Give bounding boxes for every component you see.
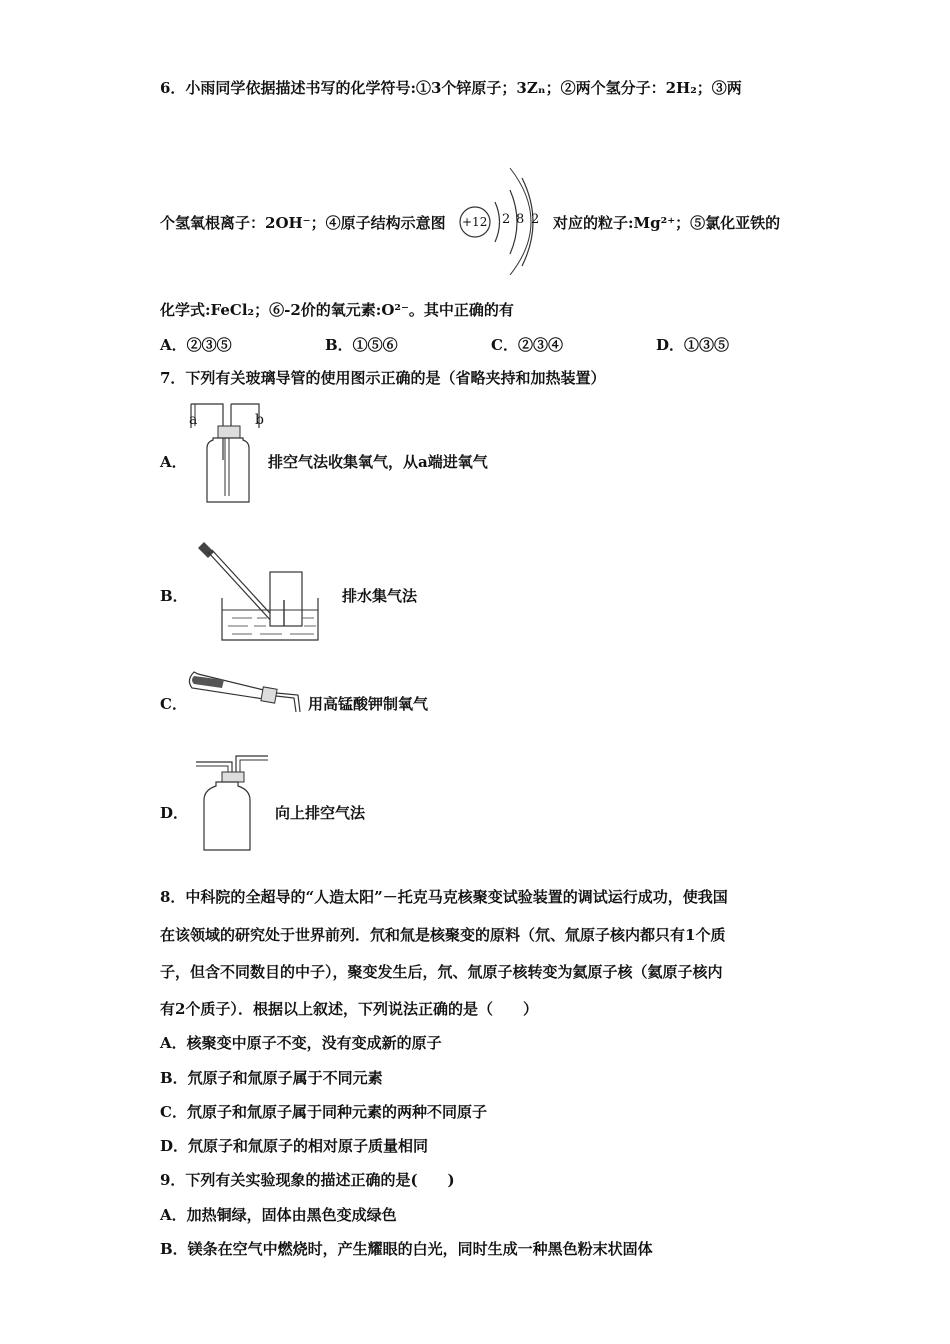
q8-line-4: 有2个质子）．根据以上叙述，下列说法正确的是（ ） — [160, 1000, 538, 1018]
q7-option-a-letter: A． — [160, 453, 187, 471]
q8-option-b: B．氘原子和氚原子属于不同元素 — [160, 1069, 383, 1087]
atom-nucleus-charge: +12 — [462, 215, 488, 229]
q6-line-3: 化学式:FeCl₂；⑥-2价的氧元素:O²⁻。其中正确的有 — [160, 301, 514, 319]
q7-option-d-letter: D． — [160, 804, 189, 822]
q7-option-a-text: 排空气法收集氧气，从a端进氧气 — [268, 453, 488, 471]
q8-option-a: A．核聚变中原子不变，没有变成新的原子 — [160, 1034, 442, 1052]
q7-option-b-letter: B． — [160, 587, 188, 605]
q6-line-2-end: 对应的粒子:Mg²⁺；⑤氯化亚铁的 — [553, 214, 781, 232]
q6-line-2-start: 个氢氧根离子：2OH⁻；④原子结构示意图 — [160, 214, 446, 232]
atom-structure-diagram — [452, 160, 554, 275]
q9-stem: 9．下列有关实验现象的描述正确的是( ) — [160, 1171, 455, 1189]
q8-line-2: 在该领域的研究处于世界前列．氘和氚是核聚变的原料（氘、氚原子核内都只有1个质 — [160, 926, 726, 944]
q7-option-b-text: 排水集气法 — [342, 587, 418, 605]
q8-option-c: C．氘原子和氚原子属于同种元素的两种不同原子 — [160, 1103, 487, 1121]
q6-option-d: D．①③⑤ — [656, 336, 730, 354]
atom-shell-3: 2 — [531, 212, 540, 227]
q6-option-b: B．①⑤⑥ — [325, 336, 398, 354]
q8-line-3: 子，但含不同数目的中子），聚变发生后，氘、氚原子核转变为氦原子核（氦原子核内 — [160, 963, 723, 981]
q6-line-1: 6．小雨同学依据描述书写的化学符号:①3个锌原子；3Zₙ；②两个氢分子：2H₂；③两 — [160, 79, 742, 97]
q6-option-a: A．②③⑤ — [160, 336, 232, 354]
q7-stem: 7．下列有关玻璃导管的使用图示正确的是（省略夹持和加热装置） — [160, 369, 606, 387]
q8-option-d: D．氘原子和氚原子的相对原子质量相同 — [160, 1137, 429, 1155]
atom-shell-1: 2 — [502, 212, 511, 227]
q7-option-c-letter: C． — [160, 695, 187, 713]
gas-bottle-two-tubes-figure — [185, 398, 265, 506]
q8-line-1: 8．中科院的全超导的“人造太阳”－托克马克核聚变试验装置的调试运行成功，使我国 — [160, 888, 728, 906]
port-b-label: b — [255, 412, 264, 428]
test-tube-heating-figure — [184, 666, 306, 714]
q9-option-a: A．加热铜绿，固体由黑色变成绿色 — [160, 1206, 397, 1224]
water-trough-figure — [192, 538, 324, 644]
q6-option-c: C．②③④ — [491, 336, 563, 354]
port-a-label: a — [189, 412, 198, 428]
gas-bottle-upward-figure — [192, 754, 272, 854]
q7-option-d-text: 向上排空气法 — [275, 804, 366, 822]
atom-shell-2: 8 — [516, 212, 525, 227]
q9-option-b: B．镁条在空气中燃烧时，产生耀眼的白光，同时生成一种黑色粉末状固体 — [160, 1240, 653, 1258]
q7-option-c-text: 用高锰酸钾制氧气 — [308, 695, 429, 713]
